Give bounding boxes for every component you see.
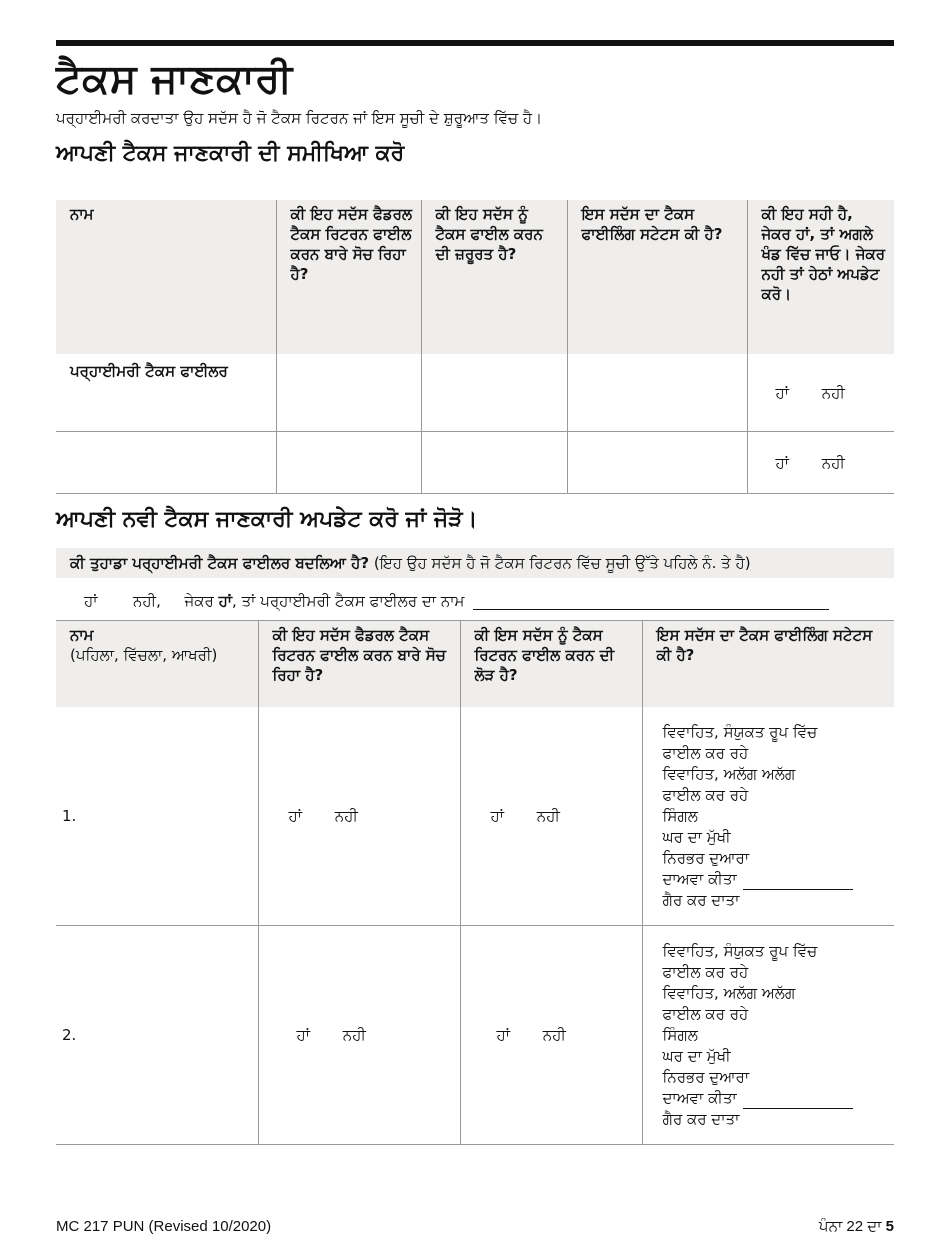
- status-dependent[interactable]: ਨਿਰਭਰ ਦੁਆਰਾ: [662, 1067, 750, 1086]
- review-col-name: ਨਾਮ: [56, 200, 276, 354]
- row-number: 2.: [56, 926, 258, 1145]
- yes-no-choice: [747, 354, 894, 432]
- yes-no-choice: [747, 432, 894, 494]
- yes-no-choice: [460, 707, 642, 926]
- table-row: [56, 926, 894, 1145]
- review-table: [56, 200, 894, 494]
- form-id: MC 217 PUN (Revised 10/2020): [56, 1218, 272, 1235]
- claimed-by-field[interactable]: [743, 875, 853, 890]
- status-non-filer[interactable]: ਗੈਰ ਕਰ ਦਾਤਾ: [662, 890, 740, 909]
- table-row: [56, 432, 894, 494]
- status-single[interactable]: ਸਿੰਗਲ: [662, 1025, 698, 1044]
- primary-filer-name-field[interactable]: [473, 595, 829, 610]
- review-cell[interactable]: [276, 354, 421, 432]
- changed-question-text: ਕੀ ਤੁਹਾਡਾ ਪਰ੍ਹਾਈਮਰੀ ਟੈਕਸ ਫਾਈਲਰ ਬਦਲਿਆ ਹੈ?: [70, 554, 370, 572]
- no-option[interactable]: ਨਹੀ: [821, 383, 845, 402]
- review-cell[interactable]: [567, 354, 747, 432]
- yes-option[interactable]: ਹਾਂ: [775, 383, 789, 402]
- status-options: [642, 926, 894, 1145]
- status-single[interactable]: ਸਿੰਗਲ: [662, 806, 698, 825]
- page-prefix: ਪੰਨਾ 22 ਦਾ: [818, 1218, 886, 1235]
- row-number: 1.: [56, 707, 258, 926]
- table-row: [56, 707, 894, 926]
- claimed-by-field[interactable]: [743, 1094, 853, 1109]
- yes-no-choice: [258, 926, 460, 1145]
- update-col-thinking: ਕੀ ਇਹ ਸਦੱਸ ਫੈਡਰਲ ਟੈਕਸ ਰਿਟਰਨ ਫਾਈਲ ਕਰਨ ਬਾਰੇ ਸੋਚ ਰਿਹਾ ਹੈ?: [258, 621, 460, 708]
- status-options: [642, 707, 894, 926]
- update-col-status: ਇਸ ਸਦੱਸ ਦਾ ਟੈਕਸ ਫਾਈਲਿੰਗ ਸਟੇਟਸ ਕੀ ਹੈ?: [642, 621, 894, 708]
- no-option[interactable]: ਨਹੀ: [536, 807, 560, 825]
- intro-text: ਪਰ੍ਹਾਈਮਰੀ ਕਰਦਾਤਾ ਉਹ ਸਦੱਸ ਹੈ ਜੋ ਟੈਕਸ ਰਿਟਰਨ ਜਾਂ ਇਸ ਸੂਚੀ ਦੇ ਸ਼ੁਰੂਆਤ ਵਿੱਚ ਹੈ।: [56, 109, 543, 127]
- status-dependent-cont: ਦਾਅਵਾ ਕੀਤਾ: [662, 869, 737, 888]
- review-col-status: ਇਸ ਸਦੱਸ ਦਾ ਟੈਕਸ ਫਾਈਲਿੰਗ ਸਟੇਟਸ ਕੀ ਹੈ?: [567, 200, 747, 354]
- review-col-need: ਕੀ ਇਹ ਸਦੱਸ ਨੂੰ ਟੈਕਸ ਫਾਈਲ ਕਰਨ ਦੀ ਜ਼ਰੂਰਤ ਹੈ?: [421, 200, 567, 354]
- page-total: 5: [885, 1218, 894, 1235]
- filer-changed-answer: [84, 592, 829, 610]
- changed-note-text: (ਇਹ ਉਹ ਸਦੱਸ ਹੈ ਜੋ ਟੈਕਸ ਰਿਟਰਨ ਵਿੱਚ ਸੂਚੀ ਉੱਤੇ ਪਹਿਲੇ ਨੰ. ਤੇ ਹੈ): [369, 554, 751, 572]
- status-married-separate[interactable]: ਵਿਵਾਹਿਤ, ਅਲੱਗ ਅਲੱਗ: [662, 764, 796, 783]
- yes-option[interactable]: ਹਾਂ: [490, 807, 504, 825]
- yes-no-choice: [258, 707, 460, 926]
- answer-tail-text: , ਤਾਂ ਪਰ੍ਹਾਈਮਰੀ ਟੈਕਸ ਫਾਈਲਰ ਦਾ ਨਾਮ: [232, 592, 465, 610]
- answer-yes-option[interactable]: ਹਾਂ: [84, 592, 98, 610]
- update-heading: ਆਪਣੀ ਨਵੀ ਟੈਕਸ ਜਾਣਕਾਰੀ ਅਪਡੇਟ ਕਰੋ ਜਾਂ ਜੋੜੋ।: [56, 507, 478, 532]
- review-cell[interactable]: [567, 432, 747, 494]
- answer-if-text: ਜੇਕਰ: [184, 592, 214, 610]
- yes-option[interactable]: ਹਾਂ: [496, 1026, 510, 1044]
- no-option[interactable]: ਨਹੀ: [342, 1026, 366, 1044]
- form-page: [56, 40, 894, 1235]
- top-rule: [56, 40, 894, 46]
- status-married-joint[interactable]: ਵਿਵਾਹਿਤ, ਸੰਯੁਕਤ ਰੂਪ ਵਿੱਚ: [662, 722, 818, 741]
- no-option[interactable]: ਨਹੀ: [542, 1026, 566, 1044]
- status-head-of-household[interactable]: ਘਰ ਦਾ ਮੁੱਖੀ: [662, 1046, 731, 1065]
- review-cell[interactable]: [421, 354, 567, 432]
- table-row: [56, 354, 894, 432]
- status-married-separate-cont: ਫਾਈਲ ਕਰ ਰਹੇ: [662, 785, 749, 804]
- status-married-joint-cont: ਫਾਈਲ ਕਰ ਰਹੇ: [662, 743, 749, 762]
- status-head-of-household[interactable]: ਘਰ ਦਾ ਮੁੱਖੀ: [662, 827, 731, 846]
- update-col-name-title: ਨਾਮ: [70, 626, 94, 644]
- page-title: ਟੈਕਸ ਜਾਣਕਾਰੀ: [56, 56, 293, 102]
- update-col-name-sub: (ਪਹਿਲਾ, ਵਿੱਚਲਾ, ਆਖਰੀ): [70, 646, 218, 664]
- yes-no-choice: [460, 926, 642, 1145]
- review-cell[interactable]: [56, 432, 276, 494]
- review-col-thinking: ਕੀ ਇਹ ਸਦੱਸ ਫੈਡਰਲ ਟੈਕਸ ਰਿਟਰਨ ਫਾਈਲ ਕਰਨ ਬਾਰੇ ਸੋਚ ਰਿਹਾ ਹੈ?: [276, 200, 421, 354]
- update-table: [56, 620, 894, 1145]
- status-married-separate-cont: ਫਾਈਲ ਕਰ ਰਹੇ: [662, 1004, 749, 1023]
- status-married-joint[interactable]: ਵਿਵਾਹਿਤ, ਸੰਯੁਕਤ ਰੂਪ ਵਿੱਚ: [662, 941, 818, 960]
- yes-option[interactable]: ਹਾਂ: [296, 1026, 310, 1044]
- update-col-need: ਕੀ ਇਸ ਸਦੱਸ ਨੂੰ ਟੈਕਸ ਰਿਟਰਨ ਫਾਈਲ ਕਰਨ ਦੀ ਲੋੜ ਹੈ?: [460, 621, 642, 708]
- filer-changed-question: [56, 548, 894, 578]
- answer-if-yes-text: ਹਾਂ: [218, 592, 233, 610]
- status-married-separate[interactable]: ਵਿਵਾਹਿਤ, ਅਲੱਗ ਅਲੱਗ: [662, 983, 796, 1002]
- review-col-correct: ਕੀ ਇਹ ਸਹੀ ਹੈ, ਜੇਕਰ ਹਾਂ, ਤਾਂ ਅਗਲੇ ਖੰਡ ਵਿੱਚ ਜਾਓ। ਜੇਕਰ ਨਹੀ ਤਾਂ ਹੇਠਾਂ ਅਪਡੇਟ ਕਰੋ।: [747, 200, 894, 354]
- primary-filer-label: ਪਰ੍ਹਾਈਮਰੀ ਟੈਕਸ ਫਾਈਲਰ: [56, 354, 276, 432]
- status-dependent-cont: ਦਾਅਵਾ ਕੀਤਾ: [662, 1088, 737, 1107]
- no-option[interactable]: ਨਹੀ: [334, 807, 358, 825]
- status-non-filer[interactable]: ਗੈਰ ਕਰ ਦਾਤਾ: [662, 1109, 740, 1128]
- review-cell[interactable]: [276, 432, 421, 494]
- answer-no-option[interactable]: ਨਹੀ,: [133, 592, 161, 610]
- status-dependent[interactable]: ਨਿਰਭਰ ਦੁਆਰਾ: [662, 848, 750, 867]
- no-option[interactable]: ਨਹੀ: [821, 453, 845, 472]
- update-col-name: [56, 621, 258, 708]
- page-number: [819, 1218, 894, 1235]
- yes-option[interactable]: ਹਾਂ: [775, 453, 789, 472]
- review-heading: ਆਪਣੀ ਟੈਕਸ ਜਾਣਕਾਰੀ ਦੀ ਸਮੀਖਿਆ ਕਰੋ: [56, 141, 405, 166]
- yes-option[interactable]: ਹਾਂ: [288, 807, 302, 825]
- status-married-joint-cont: ਫਾਈਲ ਕਰ ਰਹੇ: [662, 962, 749, 981]
- review-cell[interactable]: [421, 432, 567, 494]
